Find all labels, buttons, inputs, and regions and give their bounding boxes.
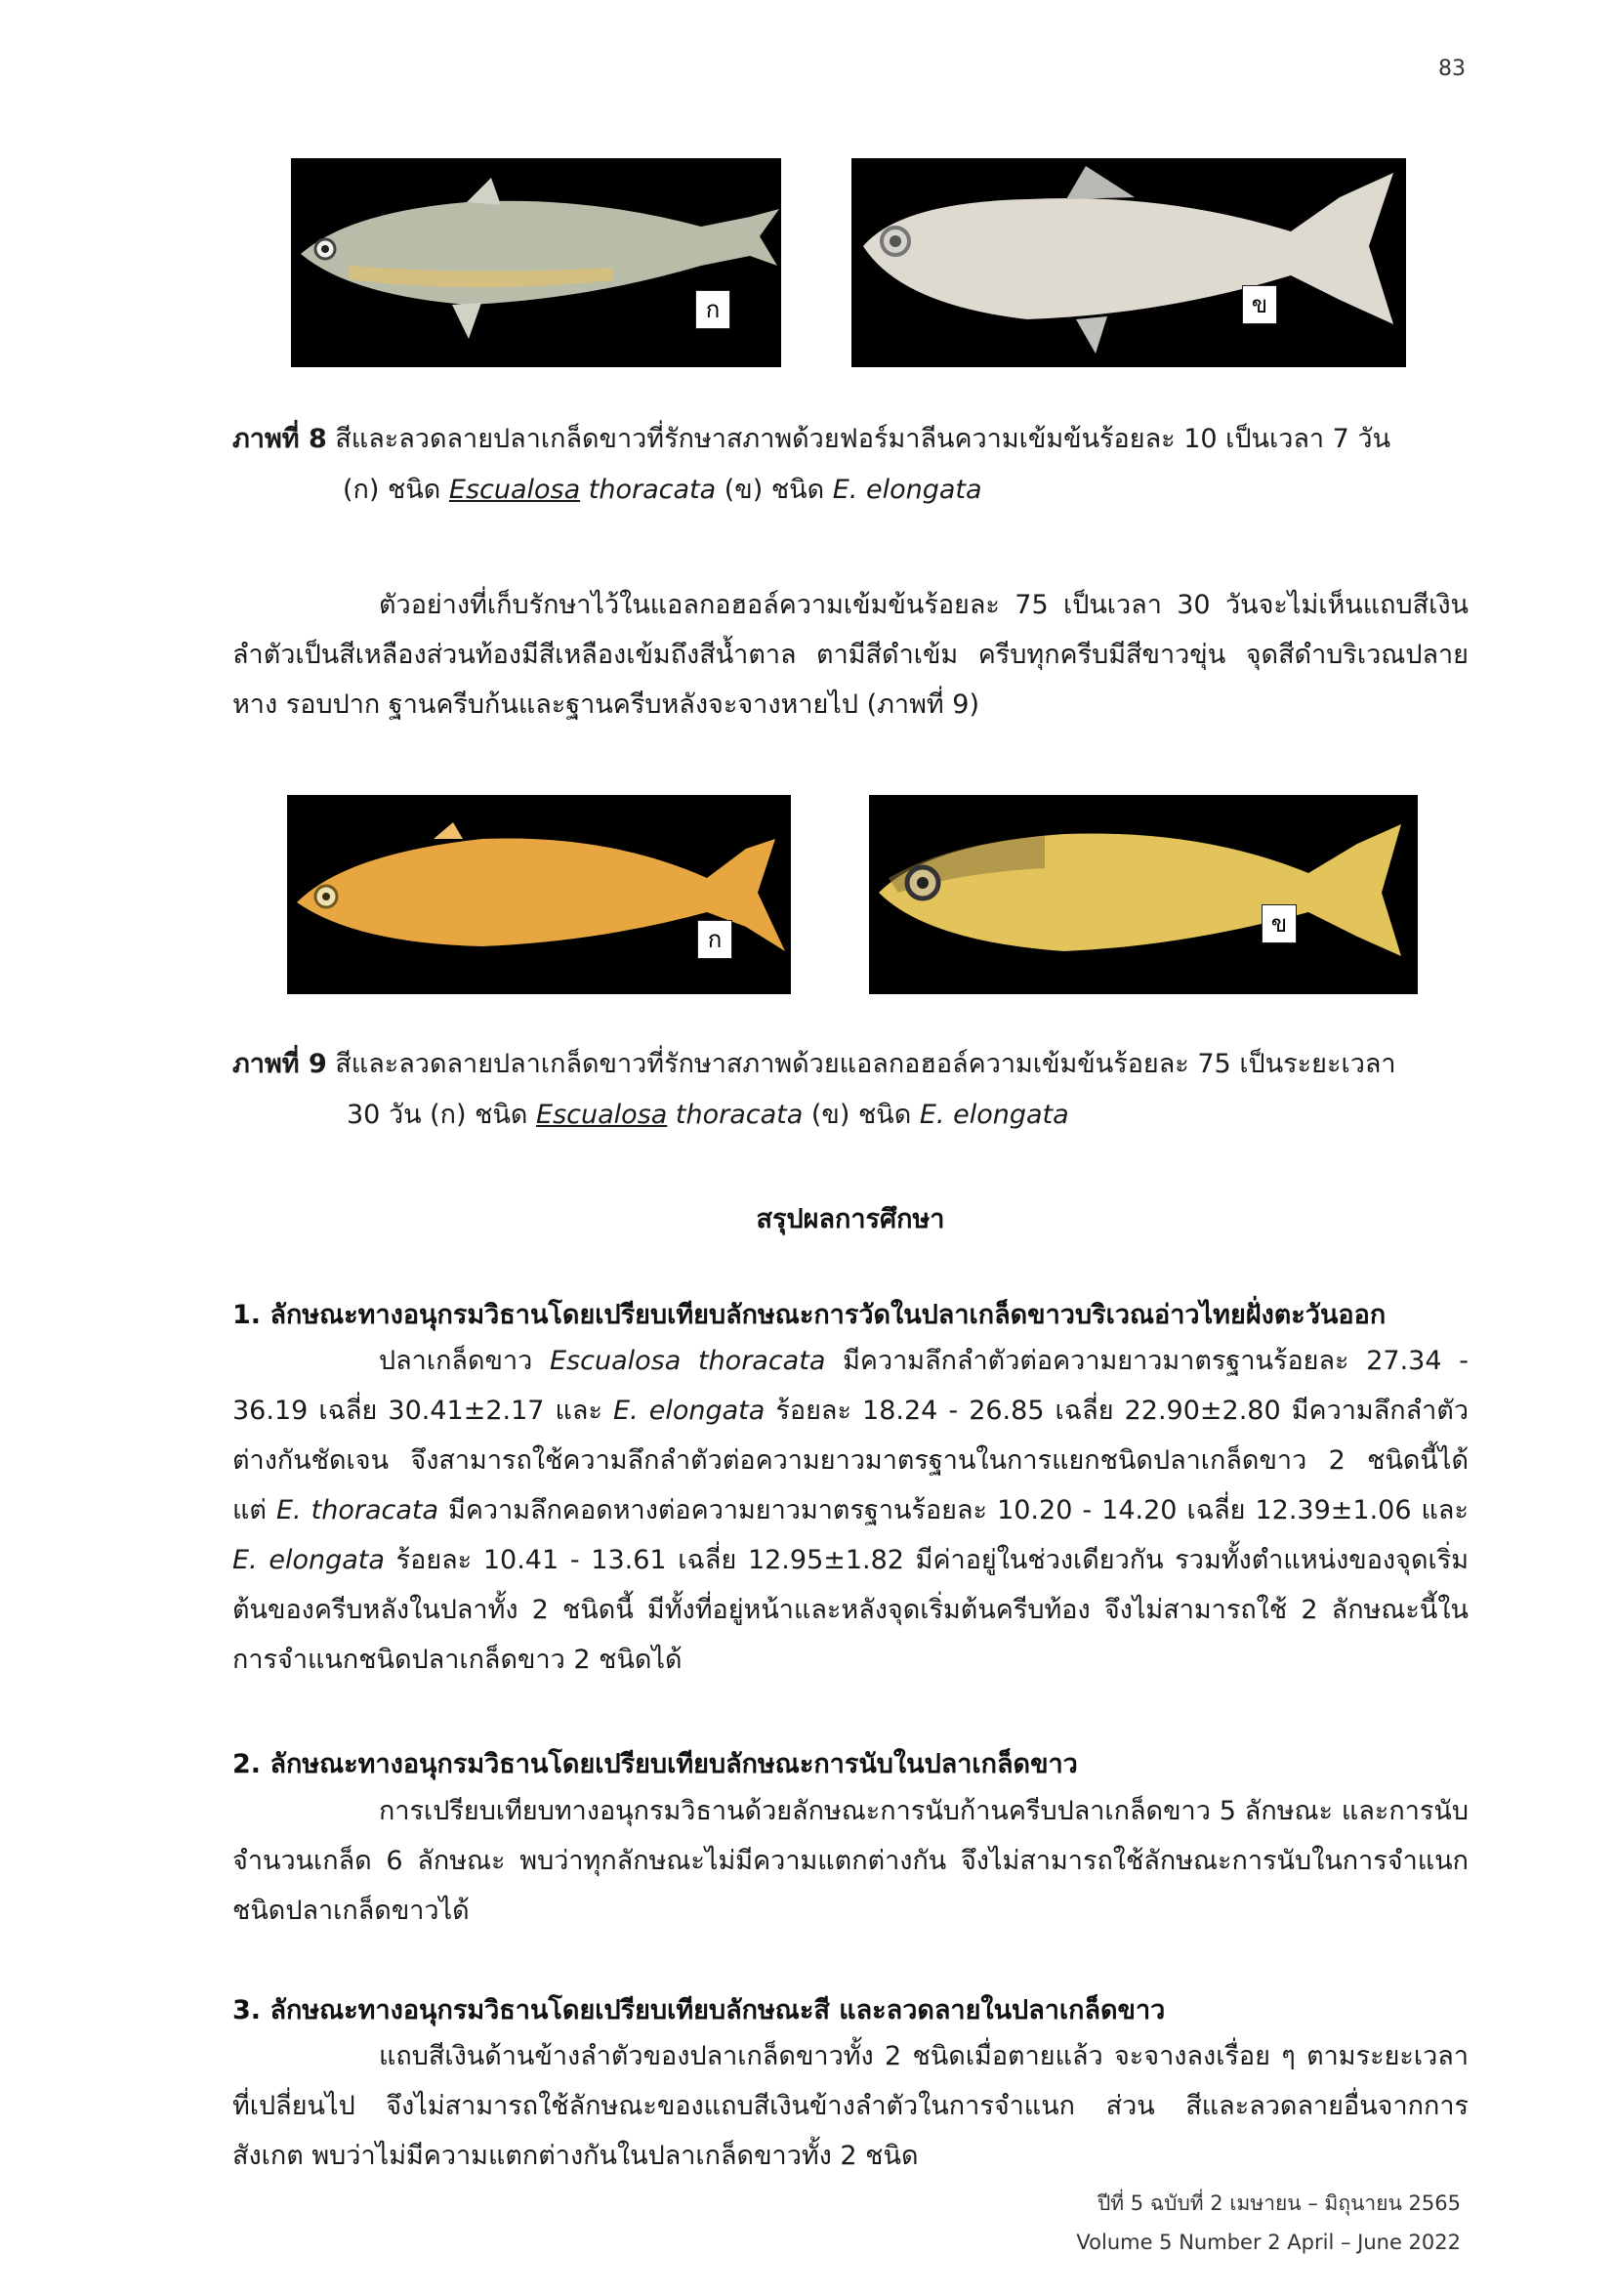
figure8-caption-line1: สีและลวดลายปลาเกล็ดขาวที่รักษาสภาพด้วยฟอร์มาลีนความเข้มข้นร้อยละ 10 เป็นเวลา 7 วัน <box>326 424 1391 454</box>
figure9-caption-line2b: (ข) ชนิด <box>803 1100 920 1130</box>
figure9-species-b: E. elongata <box>919 1100 1069 1130</box>
figure8-caption-line2a: (ก) ชนิด <box>343 475 449 505</box>
figure8-photo-a <box>291 158 781 367</box>
figure8-caption-line2b: (ข) ชนิด <box>716 475 833 505</box>
figure8-label-a: ก <box>695 290 730 329</box>
figure9-photo-a <box>287 795 791 994</box>
figure9-caption-prefix: ภาพที่ 9 <box>232 1049 327 1079</box>
figure8-caption-prefix: ภาพที่ 8 <box>232 424 327 454</box>
section1-species2: E. elongata <box>613 1396 766 1426</box>
figure8-label-b: ข <box>1242 285 1277 324</box>
section2-heading: 2. ลักษณะทางอนุกรมวิธานโดยเปรียบเทียบลักษณะการนับในปลาเกล็ดขาว <box>232 1749 1078 1779</box>
fish-white-image <box>851 158 1406 367</box>
section2-body <box>232 1786 1469 1936</box>
section3-text: แถบสีเงินด้านข้างลำตัวของปลาเกล็ดขาวทั้ง 2 ชนิดเมื่อตายแล้ว จะจางลงเรื่อย ๆ ตามระยะเวลาที่เปลี่ยนไป จึงไม่สามารถใช้ลักษณะของแถบสีเงินข้างลำตัวในการจำแนก ส่วน สีและลวดลายอื่นจากการสังเกต พบว่าไม่มีความแตกต่างกันในปลาเกล็ดขาวทั้ง 2 ชนิด <box>232 2041 1469 2171</box>
figure8-genus: Escualosa <box>448 475 581 505</box>
section1-text4: มีความลึกคอดหางต่อความยาวมาตรฐานร้อยละ 10.20 - 14.20 เฉลี่ย 12.39±1.06 และ <box>438 1495 1469 1525</box>
footer-issue-english: Volume 5 Number 2 April – June 2022 <box>1076 2231 1461 2254</box>
section2-text: การเปรียบเทียบทางอนุกรมวิธานด้วยลักษณะการนับก้านครีบปลาเกล็ดขาว 5 ลักษณะ และการนับจำนวนเกล็ด 6 ลักษณะ พบว่าทุกลักษณะไม่มีความแตกต่างกัน จึงไม่สามารถใช้ลักษณะการนับในการจำแนกชนิดปลาเกล็ดขาวได้ <box>232 1796 1469 1926</box>
figure9-caption <box>232 1039 1469 1141</box>
figure9-caption-line1: สีและลวดลายปลาเกล็ดขาวที่รักษาสภาพด้วยแอลกอฮอล์ความเข้มข้นร้อยละ 75 เป็นระยะเวลา <box>326 1049 1396 1079</box>
section1-species1: Escualosa thoracata <box>550 1346 826 1376</box>
section3-heading: 3. ลักษณะทางอนุกรมวิธานโดยเปรียบเทียบลักษณะสี และลวดลายในปลาเกล็ดขาว <box>232 1995 1166 2025</box>
section1-body <box>232 1336 1469 1685</box>
section-title: สรุปผลการศึกษา <box>756 1204 945 1234</box>
page-number: 83 <box>1438 57 1466 81</box>
section1-species3: E. thoracata <box>275 1495 439 1525</box>
figure9-genus: Escualosa <box>536 1100 668 1130</box>
figure8-photo-b <box>851 158 1406 367</box>
figure8-species: thoracata <box>580 475 717 505</box>
paragraph-specimen-alcohol-text: ตัวอย่างที่เก็บรักษาไว้ในแอลกอฮอล์ความเข้มข้นร้อยละ 75 เป็นเวลา 30 วันจะไม่เห็นแถบสีเงินลำตัวเป็นสีเหลืองส่วนท้องมีสีเหลืองเข้มถึงสีน้ำตาล ตามีสีดำเข้ม ครีบทุกครีบมีสีขาวขุ่น จุดสีดำบริเวณปลายหาง รอบปาก ฐานครีบก้นและฐานครีบหลังจะจางหายไป (ภาพที่ 9) <box>232 590 1469 720</box>
footer <box>680 2184 1461 2262</box>
figure9-label-a: ก <box>697 920 732 959</box>
fish-orange-image <box>287 795 791 994</box>
section1-text3: ร้อยละ 18.24 - 26.85 เฉลี่ย 22.90±2.80 มีความลึกลำตัวต่างกันชัดเจน จึงสามารถใช้ความลึกลำตัวต่อความยาวมาตรฐานในการแยกชนิดปลาเกล็ดขาว 2 ชนิดนี้ได้ แต่ <box>232 1396 1469 1525</box>
figure8-species-b: E. elongata <box>832 475 982 505</box>
fish-yellow-image <box>869 795 1418 994</box>
figure9-caption-line2a: 30 วัน (ก) ชนิด <box>347 1100 537 1130</box>
fish-silver-image <box>291 158 781 367</box>
section1-text1: ปลาเกล็ดขาว <box>379 1346 550 1376</box>
paragraph-specimen-alcohol <box>232 580 1469 730</box>
figure9-species: thoracata <box>667 1100 804 1130</box>
figure9-photo-b <box>869 795 1418 994</box>
figure8-caption <box>232 414 1424 516</box>
section1-species4: E. elongata <box>232 1545 385 1575</box>
figure9-label-b: ข <box>1262 904 1297 943</box>
footer-issue-thai: ปีที่ 5 ฉบับที่ 2 เมษายน – มิถุนายน 2565 <box>1097 2192 1461 2215</box>
section1-heading: 1. ลักษณะทางอนุกรมวิธานโดยเปรียบเทียบลักษณะการวัดในปลาเกล็ดขาวบริเวณอ่าวไทยฝั่งตะวันออก <box>232 1300 1387 1330</box>
section1-text2: มีความลึกลำตัวต่อความยาวมาตรฐานร้อยละ 27.34 - 36.19 เฉลี่ย 30.41±2.17 และ <box>232 1346 1469 1426</box>
section1-text5: ร้อยละ 10.41 - 13.61 เฉลี่ย 12.95±1.82 มีค่าอยู่ในช่วงเดียวกัน รวมทั้งตำแหน่งของจุดเริ่มต้นของครีบหลังในปลาทั้ง 2 ชนิดนี้ มีทั้งที่อยู่หน้าและหลังจุดเริ่มต้นครีบท้อง จึงไม่สามารถใช้ 2 ลักษณะนี้ในการจำแนกชนิดปลาเกล็ดขาว 2 ชนิดได้ <box>232 1545 1470 1675</box>
section3-body <box>232 2031 1469 2181</box>
